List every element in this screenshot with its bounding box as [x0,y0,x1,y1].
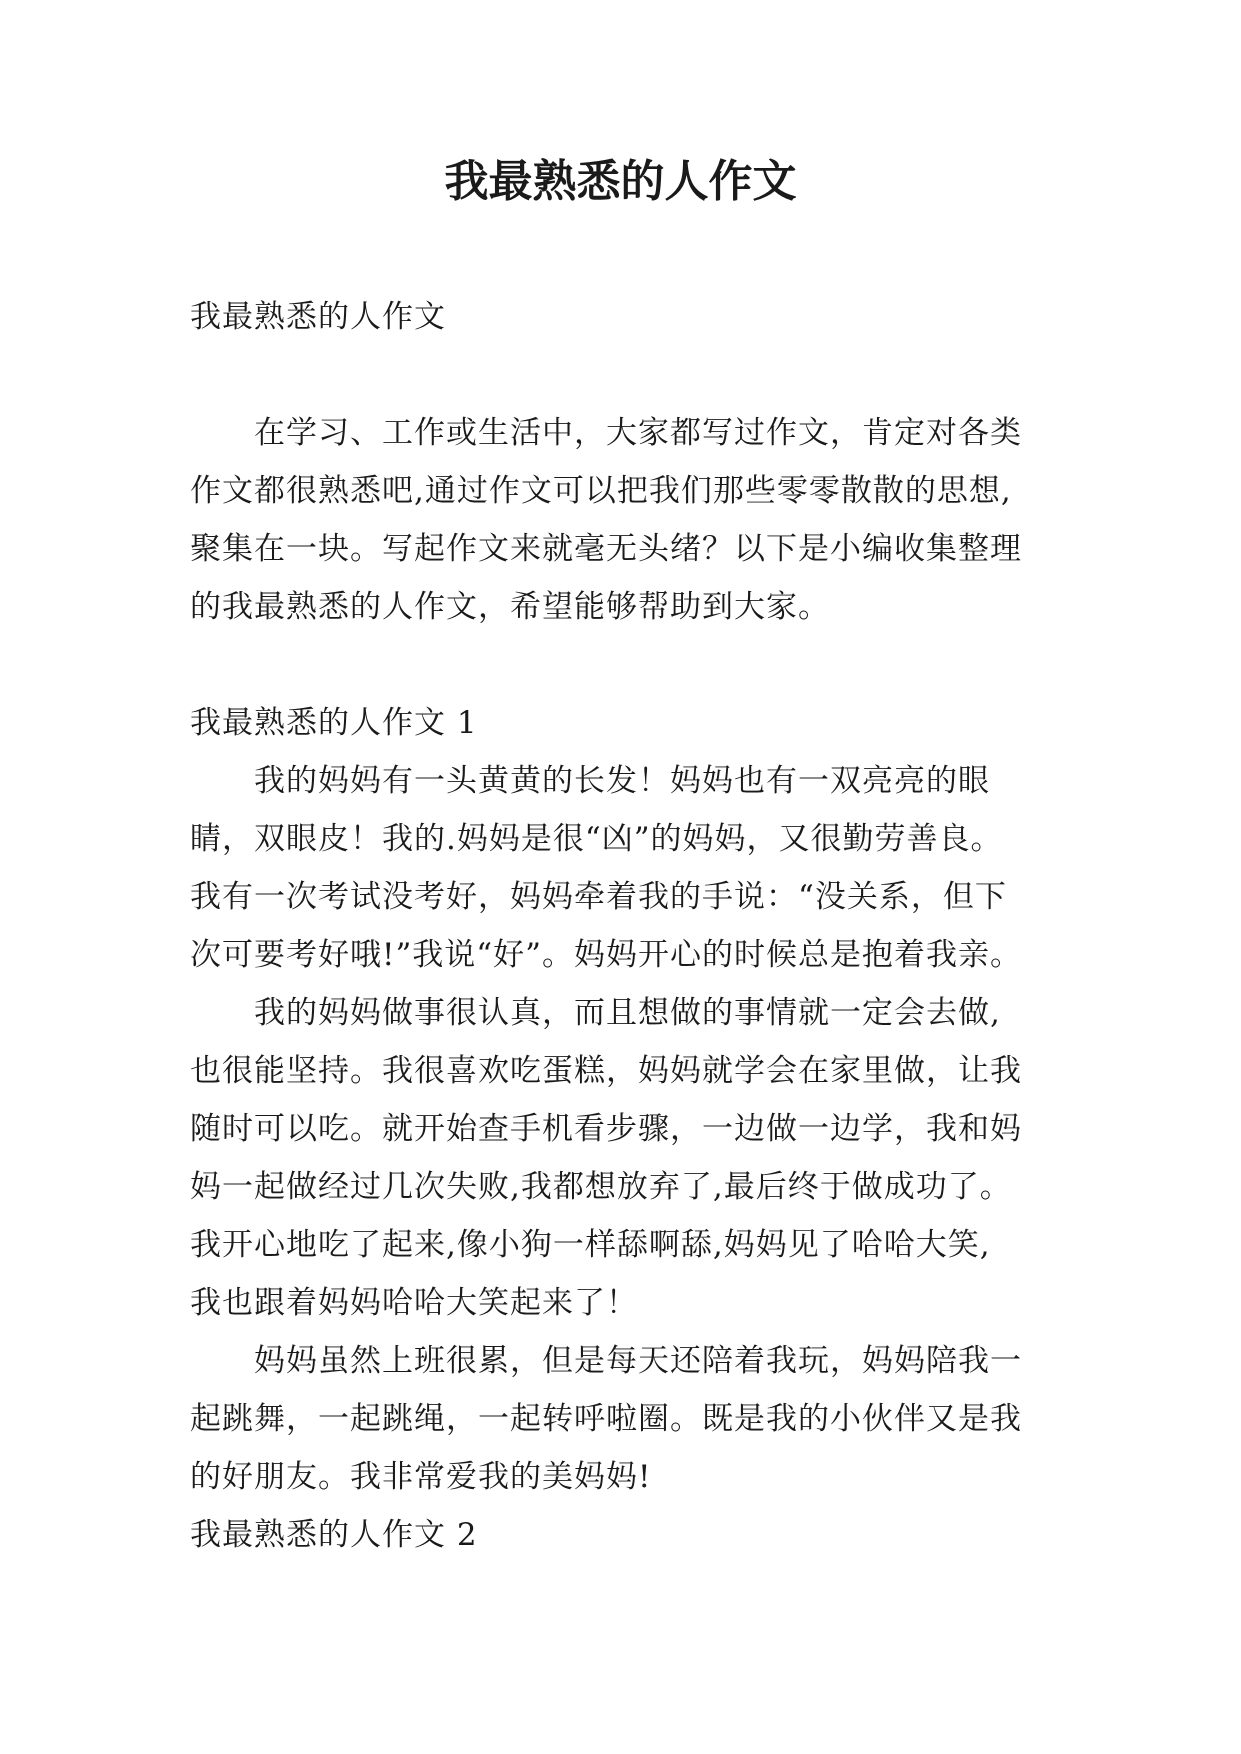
paragraph-line: 我也跟着妈妈哈哈大笑起来了！ [190,1285,638,1321]
document-body [190,288,1070,1564]
intro-line: 聚集在一块。写起作文来就毫无头绪？以下是小编收集整理 [190,531,1022,567]
subtitle: 我最熟悉的人作文 [190,299,446,335]
paragraph-line: 我的妈妈做事很认真，而且想做的事情就一定会去做, [254,995,1001,1031]
section1-paragraph-2 [190,984,1070,1332]
paragraph-line: 起跳舞，一起跳绳，一起转呼啦圈。既是我的小伙伴又是我 [190,1401,1022,1437]
paragraph-line: 次可要考好哦!”我说“好”。妈妈开心的时候总是抱着我亲。 [190,937,1022,973]
section1-heading: 我最熟悉的人作文 1 [190,705,478,741]
section1-paragraph-1 [190,752,1070,984]
section2-heading: 我最熟悉的人作文 2 [190,1517,478,1553]
intro-paragraph [190,404,1070,636]
document-title: 我最熟悉的人作文 [444,156,797,207]
paragraph-line: 我开心地吃了起来,像小狗一样舔啊舔,妈妈见了哈哈大笑, [190,1227,991,1263]
paragraph-line: 妈一起做经过几次失败,我都想放弃了,最后终于做成功了。 [190,1169,1012,1205]
paragraph-line: 妈妈虽然上班很累，但是每天还陪着我玩，妈妈陪我一 [254,1343,1022,1379]
paragraph-line: 我有一次考试没考好，妈妈牵着我的手说：“没关系，但下 [190,879,1007,915]
spacer [190,636,1070,694]
paragraph-line: 的好朋友。我非常爱我的美妈妈! [190,1459,652,1495]
intro-line: 在学习、工作或生活中，大家都写过作文，肯定对各类 [254,415,1022,451]
section1-paragraph-3 [190,1332,1070,1506]
paragraph-line: 也很能坚持。我很喜欢吃蛋糕，妈妈就学会在家里做，让我 [190,1053,1022,1089]
intro-line: 的我最熟悉的人作文，希望能够帮助到大家。 [190,589,830,625]
intro-line: 作文都很熟悉吧,通过作文可以把我们那些零零散散的思想, [190,473,1012,509]
spacer [190,346,1070,404]
paragraph-line: 我的妈妈有一头黄黄的长发！妈妈也有一双亮亮的眼 [254,763,990,799]
paragraph-line: 随时可以吃。就开始查手机看步骤，一边做一边学，我和妈 [190,1111,1022,1147]
paragraph-line: 睛，双眼皮！我的.妈妈是很“凶”的妈妈，又很勤劳善良。 [190,821,1003,857]
